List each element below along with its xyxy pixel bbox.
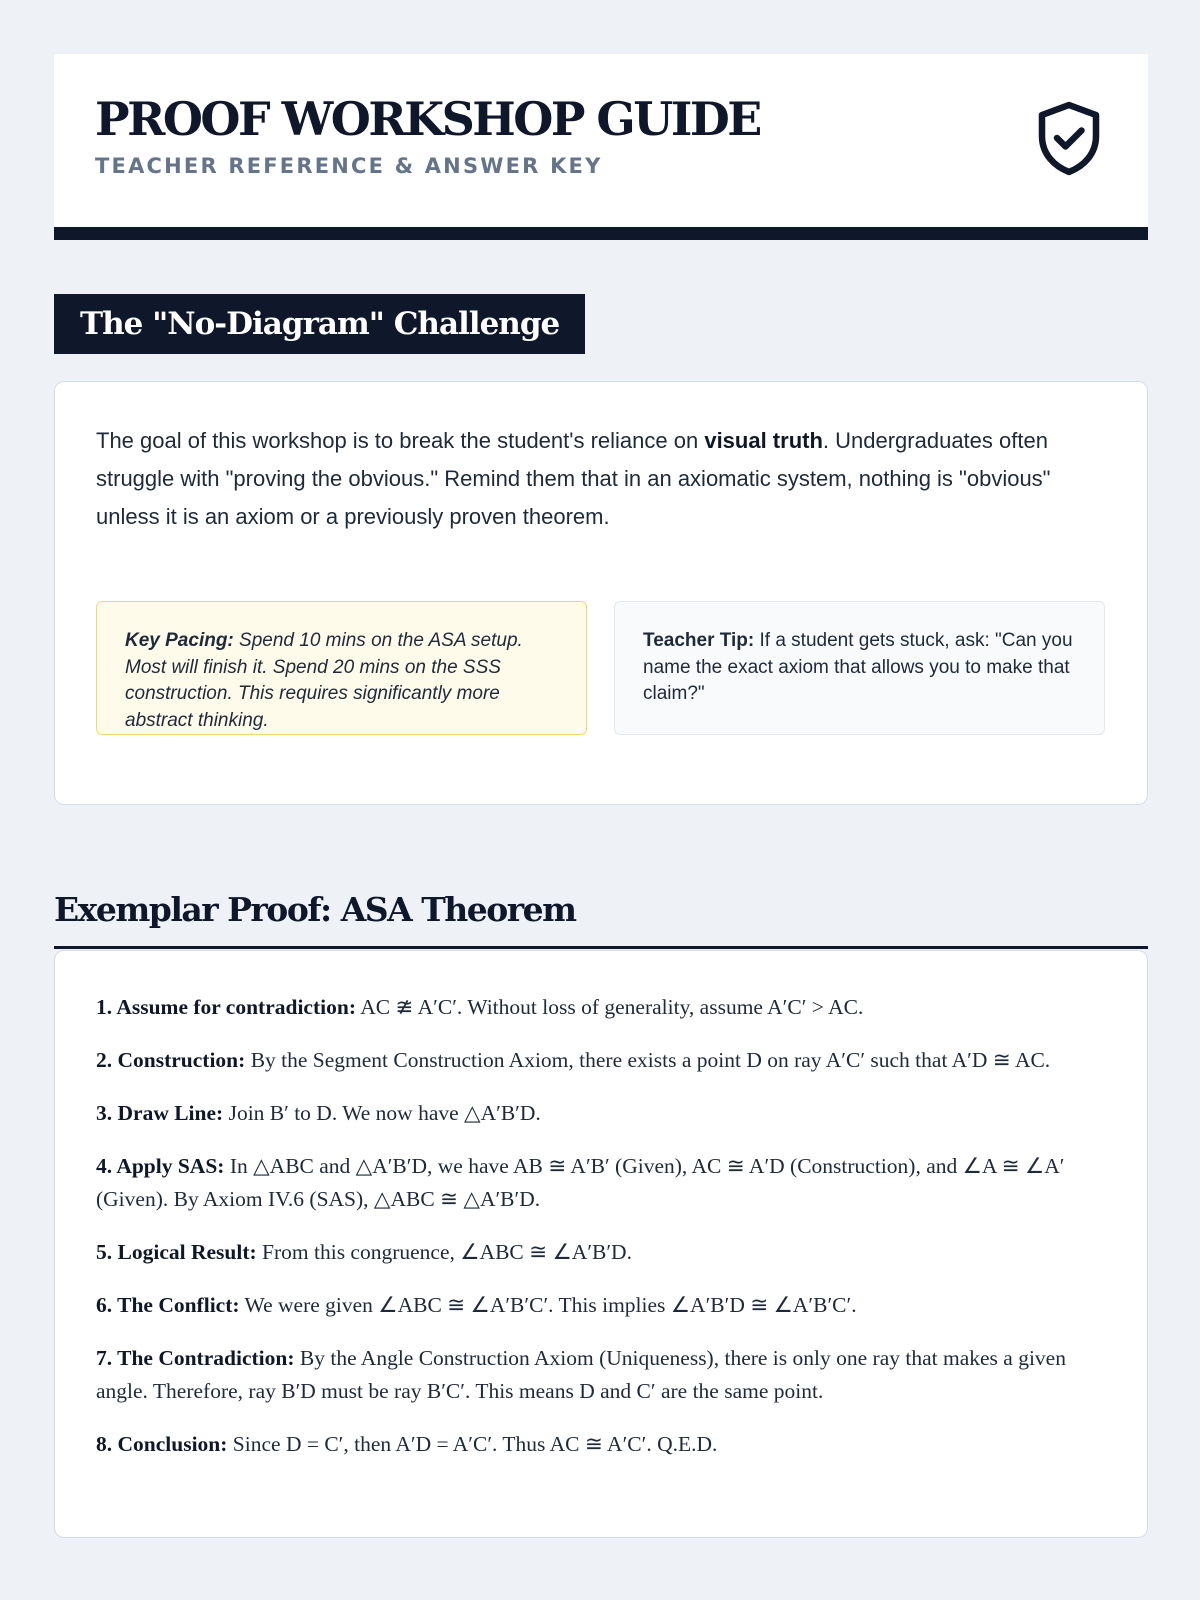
- proof-step: [96, 1044, 1106, 1077]
- step-label: 8. Conclusion:: [96, 1432, 228, 1456]
- proof-step: [96, 1097, 1106, 1130]
- document-header: [54, 54, 1148, 240]
- key-pacing-note: [96, 601, 587, 735]
- step-label: 4. Apply SAS:: [96, 1154, 225, 1178]
- intro-text-end: . Undergraduates often struggle with "proving the obvious." Remind them that in an axiomatic system, nothing is "obvious" unless it is an axiom or a previously proven theorem.: [96, 428, 1051, 529]
- proof-step: [96, 1428, 1106, 1461]
- step-text: AC ≇ A′C′. Without loss of generality, assume A′C′ > AC.: [360, 995, 864, 1019]
- step-label: 1. Assume for contradiction:: [96, 995, 356, 1019]
- proof-step: [96, 1342, 1106, 1408]
- page-subtitle: TEACHER REFERENCE & ANSWER KEY: [95, 154, 603, 178]
- proof-step: [96, 1289, 1106, 1322]
- step-label: 3. Draw Line:: [96, 1101, 224, 1125]
- step-text: Since D = C′, then A′D = A′C′. Thus AC ≅ A′C′. Q.E.D.: [232, 1432, 718, 1456]
- challenge-intro: [96, 422, 1056, 536]
- proof-step: [96, 1236, 1106, 1269]
- page-title: PROOF WORKSHOP GUIDE: [95, 92, 760, 146]
- proof-step: [96, 991, 1106, 1024]
- proof-step: [96, 1150, 1106, 1216]
- step-text: We were given ∠ABC ≅ ∠A′B′C′. This implies ∠A′B′D ≅ ∠A′B′C′.: [244, 1293, 857, 1317]
- step-label: 2. Construction:: [96, 1048, 246, 1072]
- intro-emphasis: visual truth: [704, 428, 823, 453]
- step-label: 7. The Contradiction:: [96, 1346, 295, 1370]
- step-text: By the Angle Construction Axiom (Uniqueness), there is only one ray that makes a given angle. Therefore, ray B′D must be ray B′C′. This means D and C′ are the same point.: [96, 1346, 1066, 1403]
- key-pacing-text: Spend 10 mins on the ASA setup. Most will finish it. Spend 20 mins on the SSS construction. This requires significantly more abstract thinking.: [125, 630, 523, 731]
- step-text: By the Segment Construction Axiom, there exists a point D on ray A′C′ such that A′D ≅ AC.: [250, 1048, 1051, 1072]
- step-text: In △ABC and △A′B′D, we have AB ≅ A′B′ (Given), AC ≅ A′D (Construction), and ∠A ≅ ∠A′ (Given). By Axiom IV.6 (SAS), △ABC ≅ △A′B′D.: [96, 1154, 1065, 1211]
- teacher-tip-text: If a student gets stuck, ask: "Can you name the exact axiom that allows you to make that claim?": [643, 630, 1073, 704]
- proof-steps: [96, 991, 1106, 1481]
- key-pacing-label: Key Pacing:: [125, 630, 234, 651]
- step-text: Join B′ to D. We now have △A′B′D.: [228, 1101, 541, 1125]
- step-label: 5. Logical Result:: [96, 1240, 257, 1264]
- challenge-heading: The "No-Diagram" Challenge: [54, 294, 585, 354]
- step-text: From this congruence, ∠ABC ≅ ∠A′B′D.: [262, 1240, 632, 1264]
- teacher-tip-label: Teacher Tip:: [643, 630, 755, 651]
- step-label: 6. The Conflict:: [96, 1293, 240, 1317]
- shield-check-icon: [1036, 100, 1102, 176]
- teacher-tip-note: [614, 601, 1105, 735]
- intro-text-start: The goal of this workshop is to break the student's reliance on: [96, 428, 705, 453]
- proof-card: [54, 950, 1148, 1538]
- proof-heading: Exemplar Proof: ASA Theorem: [54, 885, 1148, 949]
- challenge-card: [54, 381, 1148, 805]
